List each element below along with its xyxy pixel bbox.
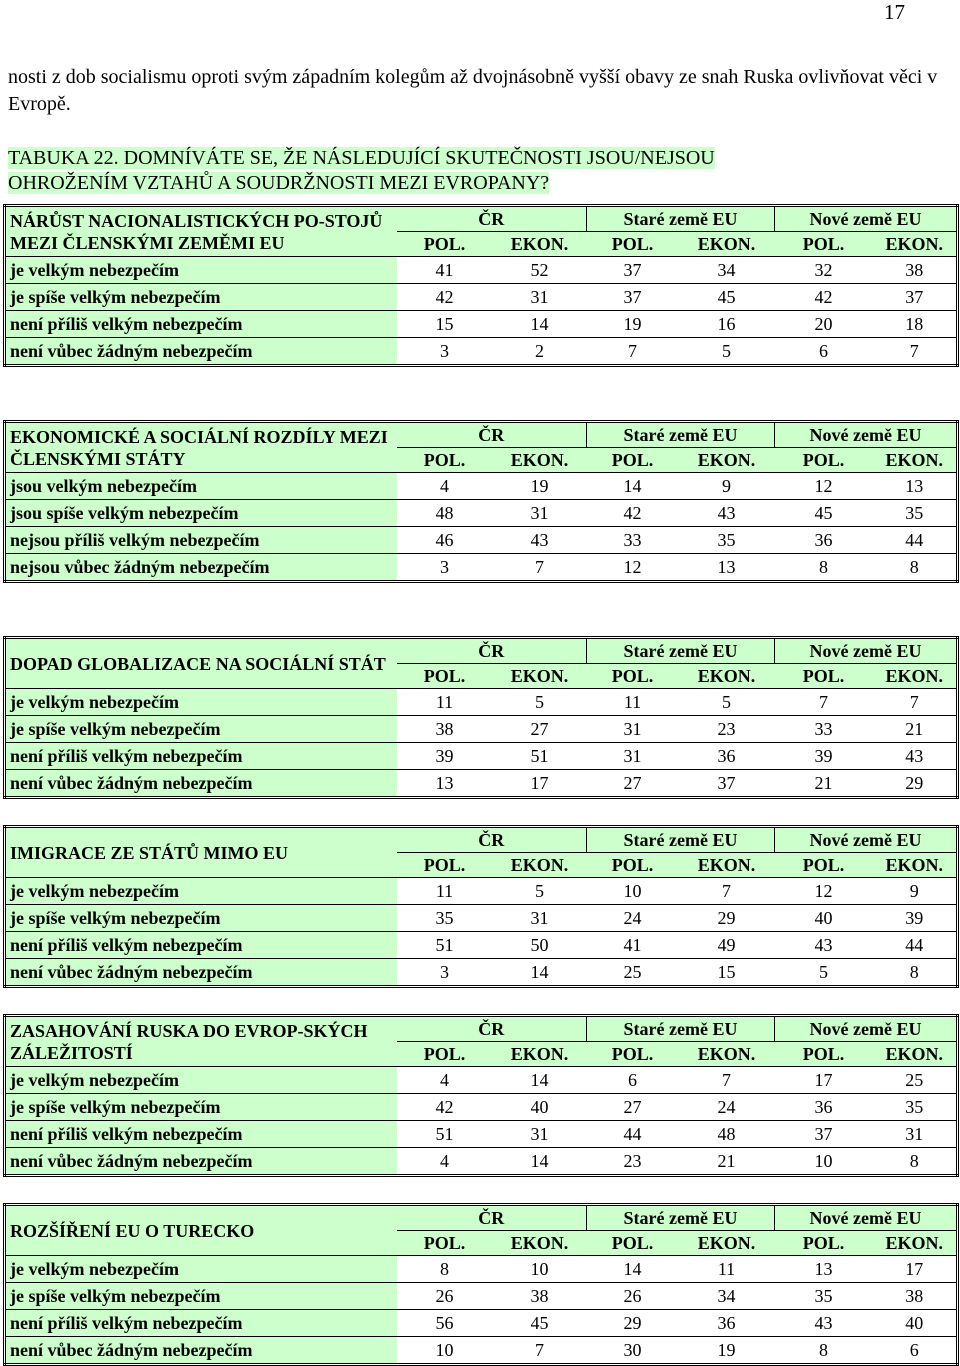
row-label: je spíše velkým nebezpečím: [5, 905, 397, 932]
table-cell: 38: [873, 1283, 958, 1310]
row-label: není příliš velkým nebezpečím: [5, 932, 397, 959]
row-label: není vůbec žádným nebezpečím: [5, 338, 397, 366]
table-cell: 16: [679, 311, 775, 338]
column-subheader: POL.: [397, 232, 493, 257]
table-cell: 39: [397, 743, 493, 770]
table-cell: 2: [493, 338, 587, 366]
table-cell: 43: [679, 500, 775, 527]
column-subheader: EKON.: [873, 1231, 958, 1256]
table-cell: 40: [775, 905, 873, 932]
table-row: [5, 905, 958, 932]
table-cell: 23: [587, 1148, 679, 1176]
column-group-header: Nové země EU: [775, 422, 958, 448]
column-subheader: POL.: [775, 448, 873, 473]
table-cell: 10: [397, 1337, 493, 1365]
table-row: [5, 500, 958, 527]
row-label: je spíše velkým nebezpečím: [5, 716, 397, 743]
table-cell: 15: [397, 311, 493, 338]
table-cell: 37: [587, 284, 679, 311]
survey-table: [3, 1014, 959, 1177]
table-cell: 45: [775, 500, 873, 527]
table-cell: 38: [493, 1283, 587, 1310]
survey-table: [3, 1203, 959, 1366]
table-row: [5, 554, 958, 582]
table-cell: 17: [775, 1067, 873, 1094]
table-cell: 27: [587, 1094, 679, 1121]
survey-table: [3, 204, 959, 367]
column-subheader: EKON.: [679, 664, 775, 689]
table-cell: 44: [873, 527, 958, 554]
table-row: [5, 473, 958, 500]
table-cell: 3: [397, 959, 493, 987]
table-cell: 4: [397, 1067, 493, 1094]
table-cell: 31: [493, 1121, 587, 1148]
column-group-header: ČR: [397, 1205, 587, 1231]
table-cell: 33: [775, 716, 873, 743]
table-cell: 31: [493, 500, 587, 527]
row-label: je velkým nebezpečím: [5, 1256, 397, 1283]
table-cell: 49: [679, 932, 775, 959]
table-cell: 3: [397, 338, 493, 366]
column-subheader: POL.: [587, 664, 679, 689]
table-cell: 10: [493, 1256, 587, 1283]
column-subheader: EKON.: [679, 448, 775, 473]
table-cell: 39: [873, 905, 958, 932]
column-subheader: EKON.: [493, 1231, 587, 1256]
table-cell: 34: [679, 257, 775, 284]
table-cell: 11: [397, 689, 493, 716]
intro-paragraph: nosti z dob socialismu oproti svým západním kolegům až dvojnásobně vyšší obavy ze snah Ruska ovlivňovat věci v Evropě.: [8, 66, 938, 115]
table-cell: 41: [587, 932, 679, 959]
table-cell: 51: [397, 932, 493, 959]
table-cell: 35: [873, 500, 958, 527]
table-row: [5, 257, 958, 284]
table-cell: 23: [679, 716, 775, 743]
page-number: 17: [884, 0, 905, 24]
column-subheader: POL.: [587, 1042, 679, 1067]
table-cell: 8: [873, 554, 958, 582]
row-label: nejsou vůbec žádným nebezpečím: [5, 554, 397, 582]
table-cell: 4: [397, 1148, 493, 1176]
table-row: [5, 1121, 958, 1148]
table-cell: 25: [587, 959, 679, 987]
table-cell: 8: [775, 1337, 873, 1365]
table-cell: 40: [493, 1094, 587, 1121]
column-group-header: Nové země EU: [775, 638, 958, 664]
table-row: [5, 1310, 958, 1337]
table-row: [5, 1256, 958, 1283]
table-title: EKONOMICKÉ A SOCIÁLNÍ ROZDÍLY MEZI ČLENSKÝMI STÁTY: [5, 422, 397, 473]
table-cell: 38: [873, 257, 958, 284]
table-cell: 3: [397, 554, 493, 582]
column-subheader: EKON.: [873, 853, 958, 878]
table-row: [5, 1337, 958, 1365]
table-cell: 29: [587, 1310, 679, 1337]
table-cell: 35: [679, 527, 775, 554]
caption-line-1: TABUKA 22. DOMNÍVÁTE SE, ŽE NÁSLEDUJÍCÍ SKUTEČNOSTI JSOU/NEJSOU: [8, 147, 715, 169]
column-group-header: Staré země EU: [587, 206, 775, 232]
table-cell: 10: [775, 1148, 873, 1176]
column-subheader: POL.: [775, 1042, 873, 1067]
row-label: je velkým nebezpečím: [5, 689, 397, 716]
table-cell: 31: [493, 284, 587, 311]
table-cell: 31: [587, 716, 679, 743]
row-label: není příliš velkým nebezpečím: [5, 1121, 397, 1148]
column-subheader: EKON.: [679, 1042, 775, 1067]
table-cell: 5: [679, 689, 775, 716]
row-label: je velkým nebezpečím: [5, 257, 397, 284]
table-cell: 11: [397, 878, 493, 905]
table-cell: 45: [493, 1310, 587, 1337]
row-label: je spíše velkým nebezpečím: [5, 1283, 397, 1310]
table-cell: 5: [679, 338, 775, 366]
column-group-header: Staré země EU: [587, 1016, 775, 1042]
table-cell: 5: [493, 689, 587, 716]
table-cell: 42: [775, 284, 873, 311]
table-cell: 43: [775, 1310, 873, 1337]
table-row: [5, 689, 958, 716]
table-cell: 26: [397, 1283, 493, 1310]
table-cell: 7: [873, 338, 958, 366]
table-title: DOPAD GLOBALIZACE NA SOCIÁLNÍ STÁT: [5, 638, 397, 689]
table-title: ZASAHOVÁNÍ RUSKA DO EVROP-SKÝCH ZÁLEŽITOSTÍ: [5, 1016, 397, 1067]
table-cell: 13: [679, 554, 775, 582]
table-row: [5, 1094, 958, 1121]
table-cell: 48: [679, 1121, 775, 1148]
table-cell: 29: [679, 905, 775, 932]
column-subheader: EKON.: [679, 232, 775, 257]
table-cell: 17: [873, 1256, 958, 1283]
table-cell: 31: [873, 1121, 958, 1148]
table-cell: 37: [587, 257, 679, 284]
table-cell: 27: [493, 716, 587, 743]
table-cell: 13: [775, 1256, 873, 1283]
table-cell: 8: [873, 1148, 958, 1176]
column-subheader: POL.: [775, 853, 873, 878]
table-cell: 13: [397, 770, 493, 798]
table-cell: 21: [873, 716, 958, 743]
table-cell: 33: [587, 527, 679, 554]
table-cell: 14: [493, 1148, 587, 1176]
table-row: [5, 284, 958, 311]
table-row: [5, 1283, 958, 1310]
table-cell: 31: [587, 743, 679, 770]
column-subheader: POL.: [587, 1231, 679, 1256]
table-cell: 21: [775, 770, 873, 798]
table-cell: 20: [775, 311, 873, 338]
table-cell: 8: [397, 1256, 493, 1283]
table-row: [5, 932, 958, 959]
table-cell: 10: [587, 878, 679, 905]
caption-line-2: OHROŽENÍM VZTAHŮ A SOUDRŽNOSTI MEZI EVROPANY?: [8, 172, 550, 194]
table-row: [5, 959, 958, 987]
table-cell: 31: [493, 905, 587, 932]
table-cell: 37: [679, 770, 775, 798]
table-cell: 46: [397, 527, 493, 554]
table-cell: 5: [493, 878, 587, 905]
column-subheader: POL.: [775, 664, 873, 689]
survey-table: [3, 825, 959, 988]
table-cell: 12: [775, 473, 873, 500]
column-subheader: POL.: [397, 448, 493, 473]
table-cell: 44: [587, 1121, 679, 1148]
table-cell: 9: [873, 878, 958, 905]
table-cell: 14: [587, 1256, 679, 1283]
column-group-header: Nové země EU: [775, 1205, 958, 1231]
table-row: [5, 770, 958, 798]
table-cell: 7: [873, 689, 958, 716]
row-label: je velkým nebezpečím: [5, 1067, 397, 1094]
table-cell: 7: [679, 878, 775, 905]
column-subheader: EKON.: [493, 448, 587, 473]
table-cell: 36: [679, 1310, 775, 1337]
column-subheader: POL.: [397, 853, 493, 878]
table-cell: 43: [873, 743, 958, 770]
column-subheader: POL.: [397, 664, 493, 689]
table-cell: 50: [493, 932, 587, 959]
table-cell: 15: [679, 959, 775, 987]
table-title: NÁRŮST NACIONALISTICKÝCH PO-STOJŮ MEZI ČLENSKÝMI ZEMĚMI EU: [5, 206, 397, 257]
survey-table: [3, 636, 959, 799]
table-cell: 26: [587, 1283, 679, 1310]
table-cell: 32: [775, 257, 873, 284]
table-cell: 51: [493, 743, 587, 770]
table-title: ROZŠÍŘENÍ EU O TURECKO: [5, 1205, 397, 1256]
column-subheader: EKON.: [873, 1042, 958, 1067]
column-subheader: EKON.: [493, 232, 587, 257]
row-label: není vůbec žádným nebezpečím: [5, 770, 397, 798]
table-cell: 52: [493, 257, 587, 284]
table-cell: 35: [397, 905, 493, 932]
table-cell: 13: [873, 473, 958, 500]
column-subheader: POL.: [587, 853, 679, 878]
table-cell: 7: [493, 554, 587, 582]
row-label: není vůbec žádným nebezpečím: [5, 1148, 397, 1176]
table-cell: 14: [493, 959, 587, 987]
table-cell: 24: [587, 905, 679, 932]
table-cell: 39: [775, 743, 873, 770]
table-cell: 12: [587, 554, 679, 582]
table-cell: 7: [587, 338, 679, 366]
table-cell: 35: [775, 1283, 873, 1310]
table-cell: 8: [775, 554, 873, 582]
column-subheader: POL.: [775, 1231, 873, 1256]
table-cell: 6: [775, 338, 873, 366]
table-cell: 17: [493, 770, 587, 798]
column-group-header: ČR: [397, 206, 587, 232]
table-row: [5, 716, 958, 743]
table-title: IMIGRACE ZE STÁTŮ MIMO EU: [5, 827, 397, 878]
table-cell: 42: [587, 500, 679, 527]
column-subheader: EKON.: [873, 664, 958, 689]
row-label: není vůbec žádným nebezpečím: [5, 959, 397, 987]
table-cell: 27: [587, 770, 679, 798]
table-cell: 38: [397, 716, 493, 743]
column-group-header: Staré země EU: [587, 1205, 775, 1231]
table-cell: 40: [873, 1310, 958, 1337]
table-cell: 19: [493, 473, 587, 500]
table-row: [5, 743, 958, 770]
table-cell: 19: [587, 311, 679, 338]
table-cell: 42: [397, 1094, 493, 1121]
column-group-header: Staré země EU: [587, 827, 775, 853]
table-cell: 29: [873, 770, 958, 798]
table-cell: 43: [775, 932, 873, 959]
table-cell: 8: [873, 959, 958, 987]
table-cell: 14: [587, 473, 679, 500]
column-group-header: ČR: [397, 1016, 587, 1042]
column-subheader: POL.: [397, 1042, 493, 1067]
table-cell: 25: [873, 1067, 958, 1094]
survey-table: [3, 420, 959, 583]
table-cell: 14: [493, 1067, 587, 1094]
column-subheader: POL.: [397, 1231, 493, 1256]
column-group-header: ČR: [397, 827, 587, 853]
table-cell: 45: [679, 284, 775, 311]
table-cell: 14: [493, 311, 587, 338]
table-row: [5, 878, 958, 905]
table-cell: 18: [873, 311, 958, 338]
table-cell: 30: [587, 1337, 679, 1365]
table-row: [5, 338, 958, 366]
column-subheader: EKON.: [873, 448, 958, 473]
table-cell: 56: [397, 1310, 493, 1337]
table-cell: 37: [775, 1121, 873, 1148]
column-group-header: Nové země EU: [775, 206, 958, 232]
column-subheader: POL.: [587, 448, 679, 473]
row-label: není příliš velkým nebezpečím: [5, 1310, 397, 1337]
table-cell: 48: [397, 500, 493, 527]
row-label: jsou spíše velkým nebezpečím: [5, 500, 397, 527]
table-cell: 9: [679, 473, 775, 500]
column-group-header: Staré země EU: [587, 638, 775, 664]
table-row: [5, 1067, 958, 1094]
table-cell: 44: [873, 932, 958, 959]
table-cell: 34: [679, 1283, 775, 1310]
table-row: [5, 1148, 958, 1176]
table-cell: 7: [679, 1067, 775, 1094]
column-group-header: ČR: [397, 422, 587, 448]
table-cell: 51: [397, 1121, 493, 1148]
column-subheader: EKON.: [493, 664, 587, 689]
column-subheader: POL.: [587, 232, 679, 257]
table-cell: 4: [397, 473, 493, 500]
column-subheader: EKON.: [493, 853, 587, 878]
column-subheader: EKON.: [873, 232, 958, 257]
row-label: jsou velkým nebezpečím: [5, 473, 397, 500]
table-cell: 7: [493, 1337, 587, 1365]
table-cell: 12: [775, 878, 873, 905]
column-subheader: EKON.: [679, 1231, 775, 1256]
column-group-header: Nové země EU: [775, 1016, 958, 1042]
column-subheader: EKON.: [679, 853, 775, 878]
column-subheader: POL.: [775, 232, 873, 257]
table-cell: 35: [873, 1094, 958, 1121]
table-cell: 19: [679, 1337, 775, 1365]
column-group-header: Staré země EU: [587, 422, 775, 448]
table-cell: 42: [397, 284, 493, 311]
table-cell: 36: [679, 743, 775, 770]
table-cell: 36: [775, 1094, 873, 1121]
table-cell: 24: [679, 1094, 775, 1121]
table-cell: 11: [679, 1256, 775, 1283]
table-cell: 6: [587, 1067, 679, 1094]
table-cell: 6: [873, 1337, 958, 1365]
row-label: není příliš velkým nebezpečím: [5, 743, 397, 770]
table-cell: 43: [493, 527, 587, 554]
table-cell: 5: [775, 959, 873, 987]
row-label: je velkým nebezpečím: [5, 878, 397, 905]
row-label: je spíše velkým nebezpečím: [5, 1094, 397, 1121]
table-cell: 21: [679, 1148, 775, 1176]
table-caption: [8, 146, 715, 196]
column-group-header: ČR: [397, 638, 587, 664]
row-label: nejsou příliš velkým nebezpečím: [5, 527, 397, 554]
table-cell: 36: [775, 527, 873, 554]
table-cell: 11: [587, 689, 679, 716]
table-cell: 37: [873, 284, 958, 311]
row-label: je spíše velkým nebezpečím: [5, 284, 397, 311]
row-label: není příliš velkým nebezpečím: [5, 311, 397, 338]
table-row: [5, 311, 958, 338]
row-label: není vůbec žádným nebezpečím: [5, 1337, 397, 1365]
column-subheader: EKON.: [493, 1042, 587, 1067]
table-cell: 7: [775, 689, 873, 716]
column-group-header: Nové země EU: [775, 827, 958, 853]
table-row: [5, 527, 958, 554]
table-cell: 41: [397, 257, 493, 284]
